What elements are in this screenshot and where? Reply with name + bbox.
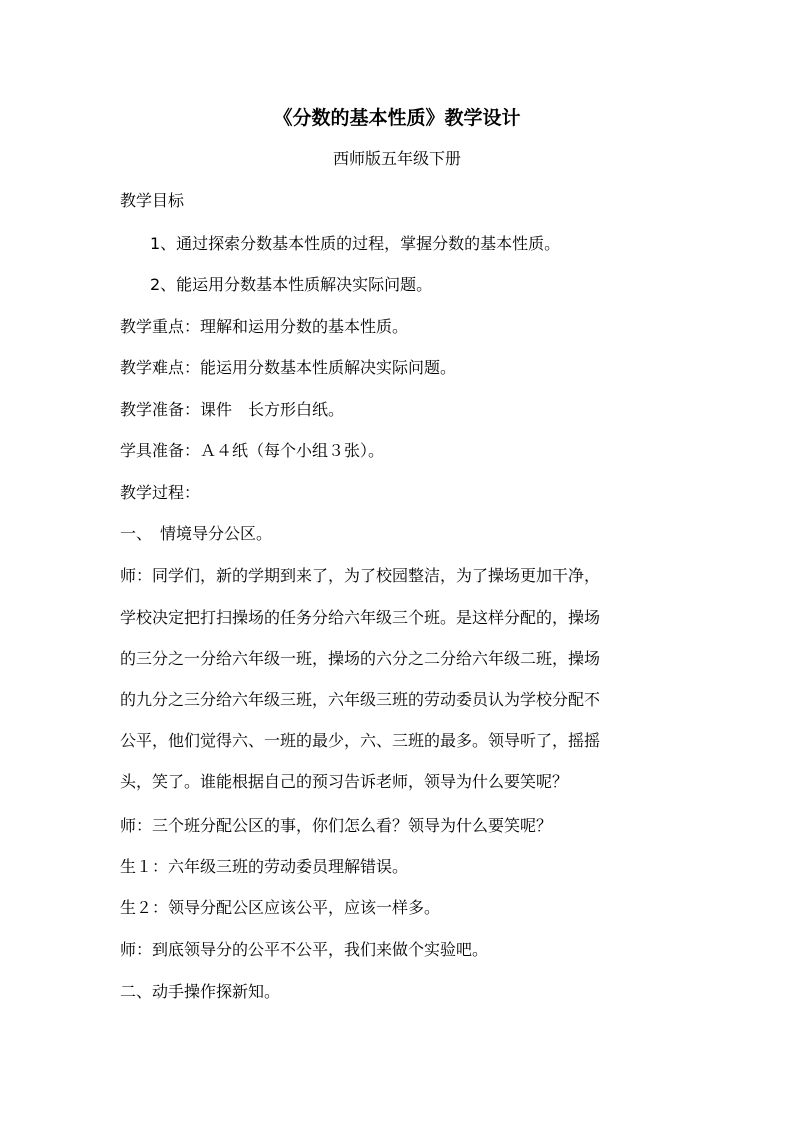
teacher-intro-paragraph [120,563,680,805]
teaching-difficulty: 教学难点：能运用分数基本性质解决实际问题。 [120,358,457,377]
teaching-key-point: 教学重点：理解和运用分数的基本性质。 [120,317,409,336]
teacher-experiment-line: 师：到底领导分的公平不公平，我们来做个实验吧。 [120,940,489,959]
objective-item-2: 2、能运用分数基本性质解决实际问题。 [150,275,433,294]
paragraph-line: 公平，他们觉得六、一班的最少，六、三班的最多。领导听了，摇摇 [120,731,601,750]
step-one-heading: 一、 情境导分公区。 [120,524,273,543]
section-heading-objectives: 教学目标 [120,191,185,210]
document-subtitle: 西师版五年级下册 [332,149,461,168]
paragraph-line: 的三分之一分给六年级一班，操场的六分之二分给六年级二班，操场 [120,649,601,668]
paragraph-line: 头，笑了。谁能根据自己的预习告诉老师，领导为什么要笑呢？ [120,772,569,791]
objective-item-1: 1、通过探索分数基本性质的过程，掌握分数的基本性质。 [150,234,561,253]
student-1-answer: 生１：六年级三班的劳动委员理解错误。 [120,857,409,876]
section-heading-process: 教学过程： [120,483,201,502]
paragraph-line: 的九分之三分给六年级三班，六年级三班的劳动委员认为学校分配不 [120,690,601,709]
student-tools-preparation: 学具准备：Ａ４纸（每个小组３张）。 [120,441,385,460]
teaching-preparation: 教学准备：课件 长方形白纸。 [120,400,345,419]
document-title: 《分数的基本性质》教学设计 [273,107,521,129]
step-two-heading: 二、动手操作探新知。 [120,982,281,1001]
paragraph-line: 学校决定把打扫操场的任务分给六年级三个班。是这样分配的，操场 [120,608,601,627]
student-2-answer: 生２：领导分配公区应该公平，应该一样多。 [120,898,441,917]
teacher-question-line: 师：三个班分配公区的事，你们怎么看？领导为什么要笑呢？ [120,816,553,835]
paragraph-line: 师：同学们，新的学期到来了，为了校园整洁，为了操场更加干净， [120,566,601,585]
